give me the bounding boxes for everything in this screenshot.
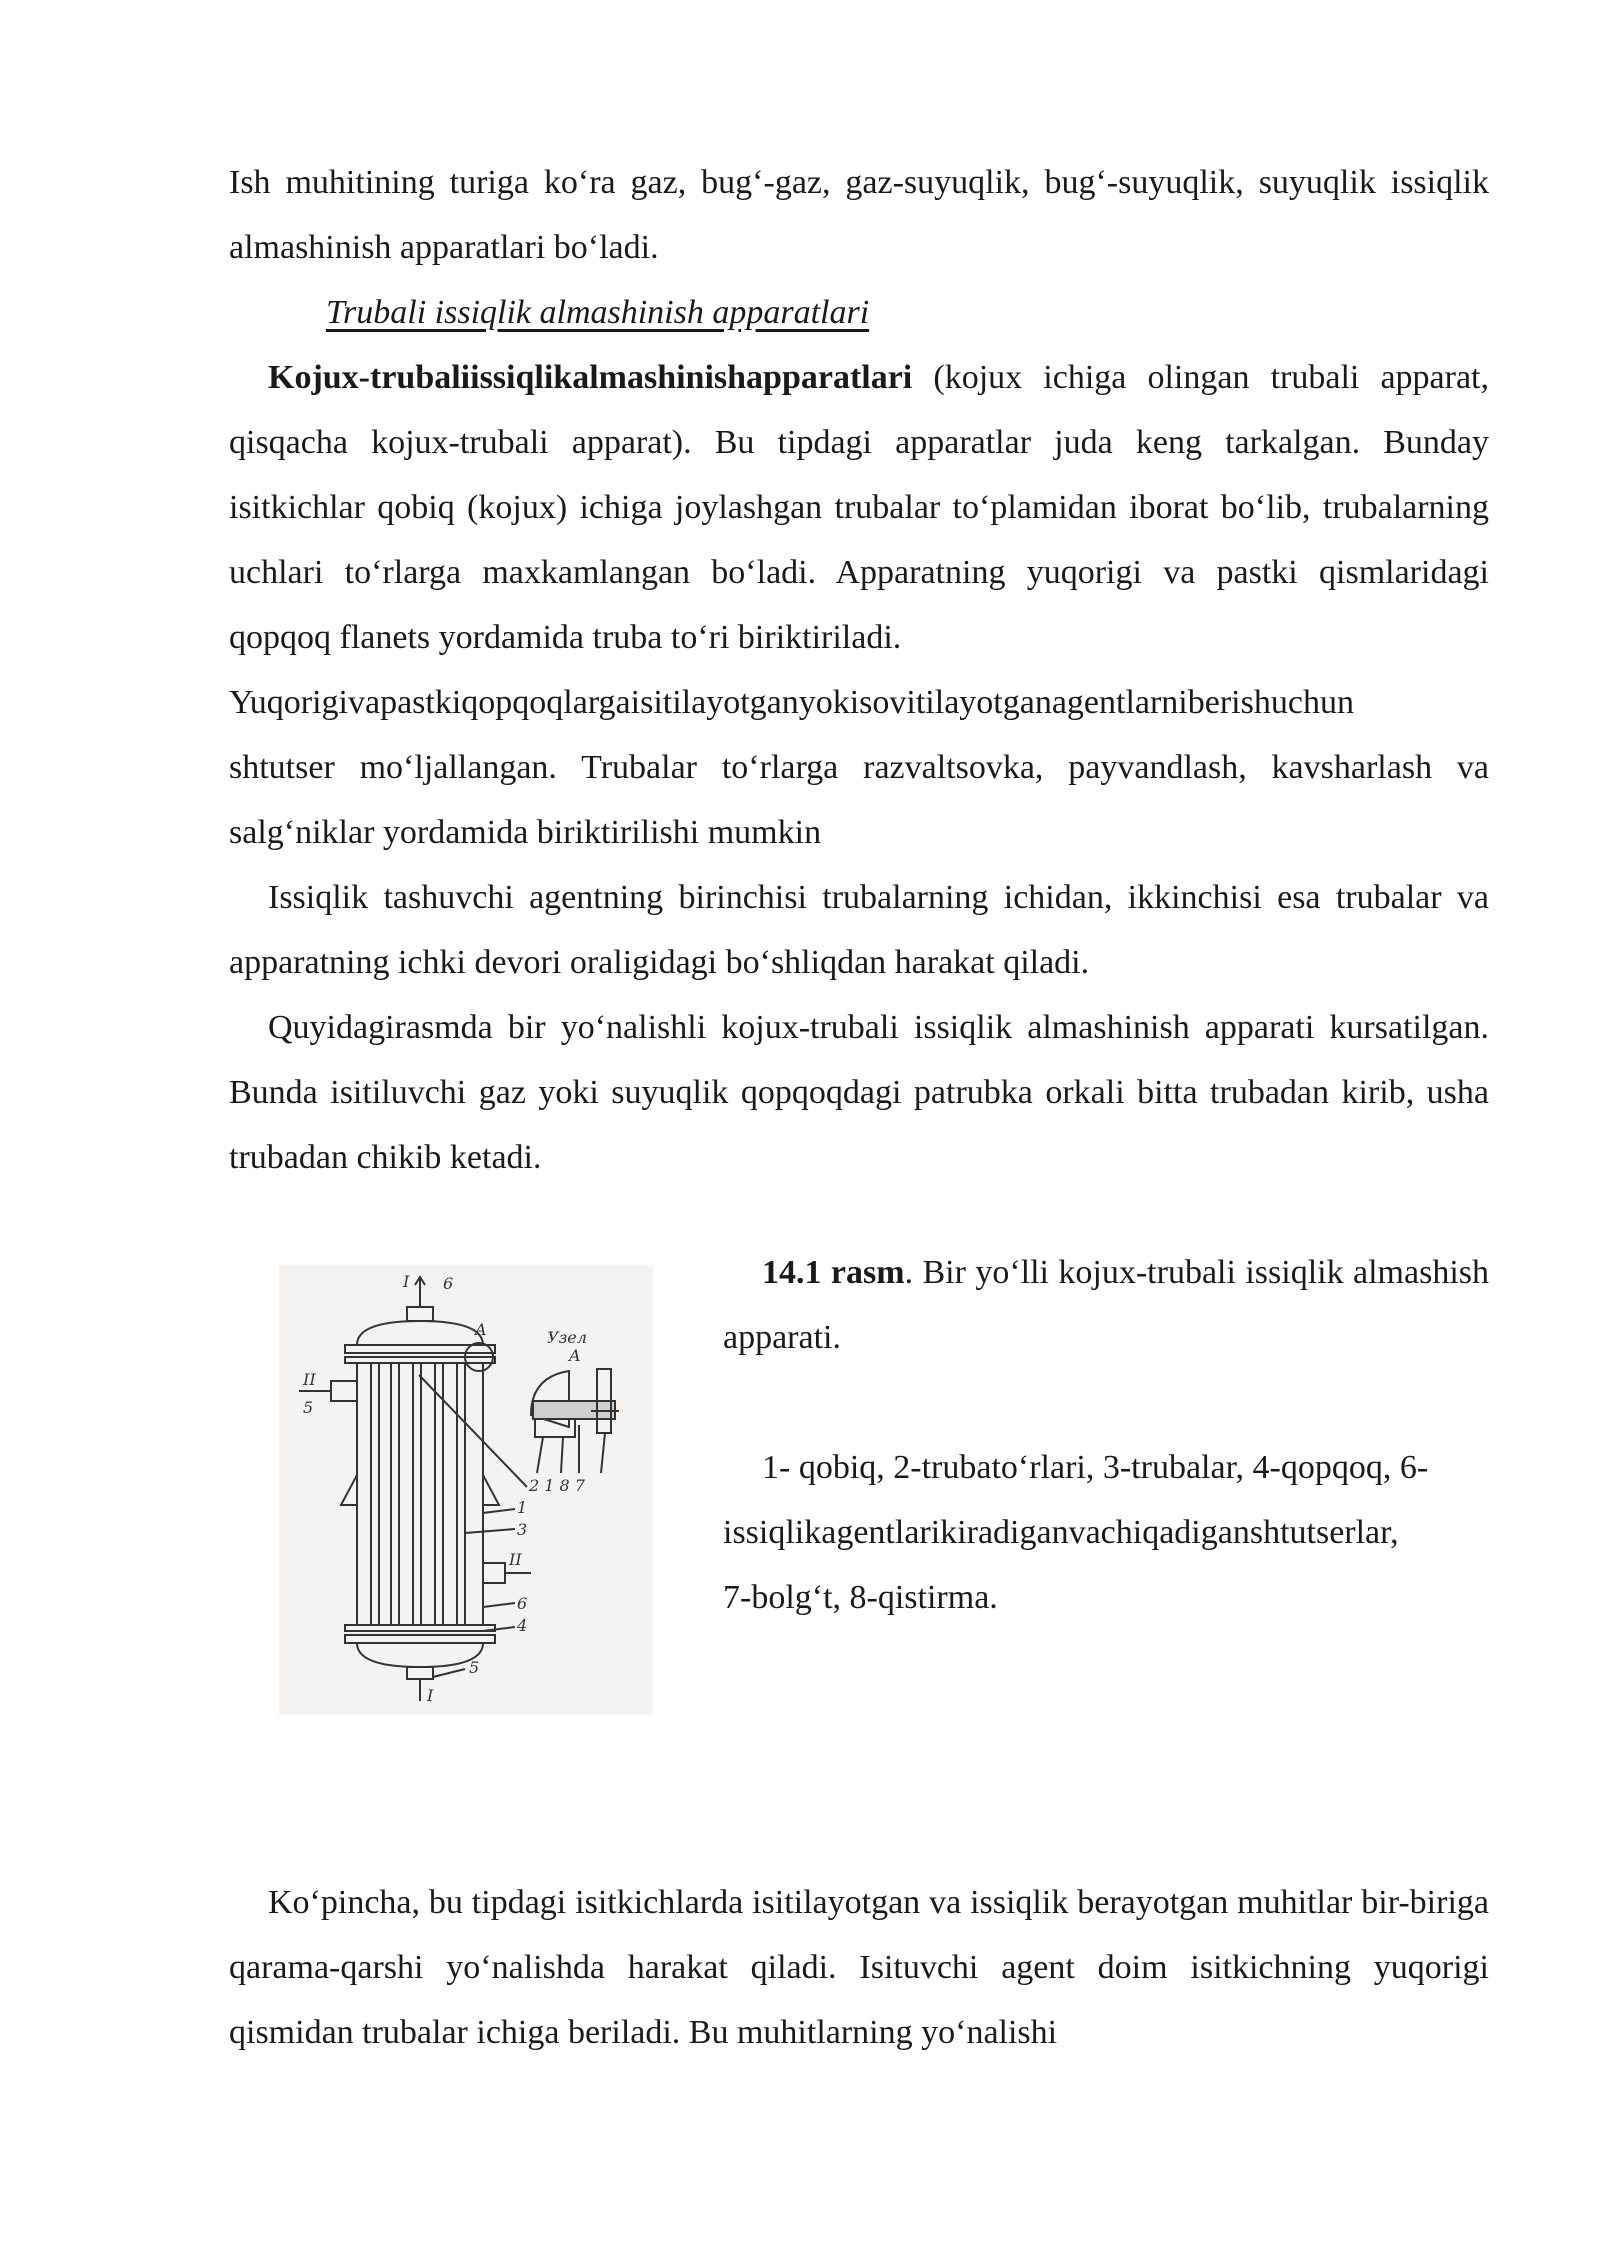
label-node-title-letter: A (569, 1346, 581, 1365)
label-r6: 6 (517, 1594, 528, 1613)
right-support (483, 1475, 499, 1505)
paragraph-figure-intro: Quyidagirasmda bir yo‘nalishli kojux-trubali issiqlik almashinish apparati kursatilgan. Bunda isitiluvchi gaz yoki suyuqlik qopqoqdagi patrubka orkali bitta trubadan kirib, usha trubadan chikib ketadi. (229, 1009, 1489, 1176)
caption-title (723, 1240, 1489, 1370)
document-page (229, 150, 1489, 2065)
label-top-num: 6 (443, 1274, 454, 1293)
figure-caption (723, 1240, 1489, 1630)
right-nozzle (483, 1563, 505, 1583)
legend-line-2: issiqlikagentlarikiradiganvachiqadiganshtutserlar, (723, 1514, 1399, 1551)
paragraph-intro: Ish muhitining turiga ko‘ra gaz, bug‘-gaz, gaz-suyuqlik, bug‘-suyuqlik, suyuqlik issiqlik almashinish apparatlari bo‘ladi. (229, 164, 1489, 266)
label-top-flow: I (403, 1272, 410, 1291)
label-detail-nums: 2 1 8 7 (529, 1476, 585, 1495)
top-nozzle (407, 1307, 433, 1321)
paragraph-kojux-text: (kojux ichiga olingan trubali apparat, qisqacha kojux-trubali apparat). Bu tipdagi apparatlar juda keng tarkalgan. Bunday isitkichlar qobiq (kojux) ichiga joylashgan trubalar to‘plamidan iborat bo‘lib, trubalarning uchlari to‘rlarga maxkamlangan bo‘ladi. Apparatning yuqorigi va pastki qismlaridagi qopqoq flanets yordamida truba to‘ri biriktiriladi. (229, 359, 1489, 656)
label-r4: 4 (517, 1616, 528, 1635)
paragraph-counterflow: Ko‘pincha, bu tipdagi isitkichlarda isitilayotgan va issiqlik berayotgan muhitlar bir-biriga qarama-qarshi yo‘nalishda harakat qiladi. Isituvchi agent doim isitkichning yuqorigi qismidan trubalar ichiga beriladi. Bu muhitlarning yo‘nalishi (229, 1884, 1489, 2051)
paragraph-kojux-end: shtutser mo‘ljallangan. Trubalar to‘rlarga razvaltsovka, payvandlash, kavsharlash va salg‘niklar yordamida biriktirilishi mumkin (229, 749, 1489, 851)
bottom-nozzle (407, 1667, 433, 1679)
label-node-title: Узел (547, 1328, 587, 1347)
caption-text: . Bir yo‘lli kojux-trubali issiqlik almashish apparati. (723, 1254, 1489, 1356)
top-cap (357, 1321, 483, 1345)
label-left-flow: II (303, 1370, 316, 1389)
term-bold: Kojux-trubaliissiqlikalmashinishapparatlari (268, 359, 913, 396)
label-r-flow: II (509, 1550, 522, 1569)
label-left-num: 5 (303, 1398, 314, 1417)
label-node-letter: A (475, 1320, 487, 1339)
paragraph-agents: Issiqlik tashuvchi agentning birinchisi trubalarning ichidan, ikkinchisi esa trubalar va apparatning ichki devori oraligidagi bo‘shliqdan harakat qiladi. (229, 879, 1489, 981)
paragraph-kojux (229, 345, 1489, 670)
heat-exchanger-svg (279, 1265, 653, 1715)
left-nozzle (331, 1381, 357, 1401)
caption-number: 14.1 rasm (762, 1254, 905, 1291)
figure-block (229, 1230, 1489, 1870)
left-support (341, 1475, 357, 1505)
heat-exchanger-drawing (279, 1265, 653, 1715)
section-title: Trubali issiqlik almashinish apparatlari (326, 294, 870, 331)
legend-line-1: 1- qobiq, 2-trubato‘rlari, 3-trubalar, 4-qopqoq, 6- (762, 1449, 1429, 1486)
bottom-cap (357, 1643, 483, 1667)
legend-line-3: 7-bolg‘t, 8-qistirma. (723, 1579, 998, 1616)
label-r1: 1 (517, 1498, 528, 1517)
label-bottom-num: 5 (469, 1658, 480, 1677)
label-bottom-flow: I (427, 1686, 434, 1705)
paragraph-kojux-line: Yuqorigivapastkiqopqoqlargaisitilayotganyokisovitilayotganagentlarniberishuchun (229, 684, 1354, 721)
label-r3: 3 (517, 1520, 528, 1539)
